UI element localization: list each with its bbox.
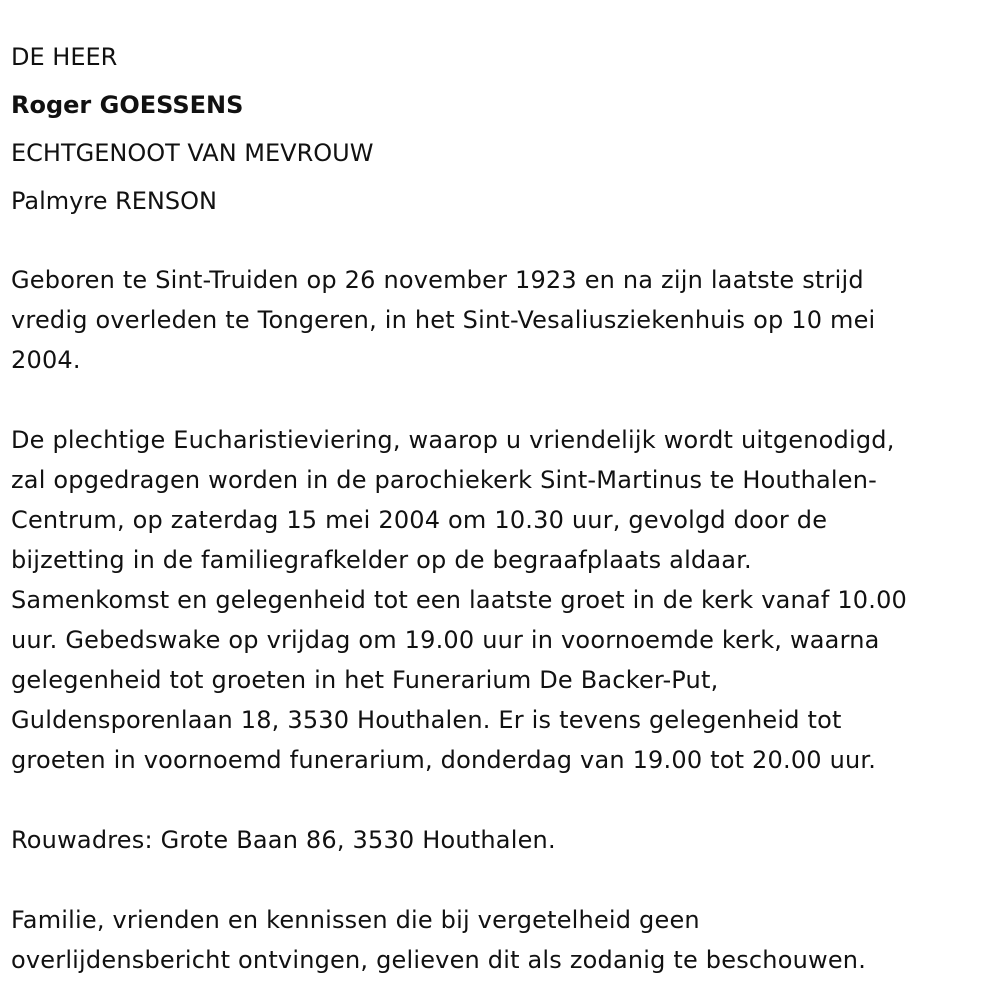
text-line: Rouwadres: Grote Baan 86, 3530 Houthalen. [11, 826, 556, 854]
text-line: overlijdensbericht ontvingen, gelieven dit als zodanig te beschouwen. [11, 946, 867, 974]
text-line: De plechtige Eucharistieviering, waarop u vriendelijk wordt uitgenodigd, [11, 426, 895, 454]
text-line: 2004. [11, 346, 81, 374]
paragraph [11, 820, 1000, 860]
text-line: Familie, vrienden en kennissen die bij vergetelheid geen [11, 906, 700, 934]
relation-line: ECHTGENOOT VAN MEVROUW [11, 139, 374, 167]
text-line: Samenkomst en gelegenheid tot een laatste groet in de kerk vanaf 10.00 [11, 586, 908, 614]
text-line: Guldensporenlaan 18, 3530 Houthalen. Er is tevens gelegenheid tot [11, 706, 842, 734]
spouse-name: Palmyre RENSON [11, 187, 217, 215]
text-line: bijzetting in de familiegrafkelder op de begraafplaats aldaar. [11, 546, 752, 574]
paragraph [11, 260, 1000, 380]
paragraph [11, 900, 1000, 980]
deceased-name: Roger GOESSENS [11, 91, 244, 119]
paragraph [11, 420, 1000, 780]
text-line: uur. Gebedswake op vrijdag om 19.00 uur in voornoemde kerk, waarna [11, 626, 880, 654]
text-line: groeten in voornoemd funerarium, donderdag van 19.00 tot 20.00 uur. [11, 746, 877, 774]
text-line: vredig overleden te Tongeren, in het Sint-Vesaliusziekenhuis op 10 mei [11, 306, 876, 334]
text-line: Geboren te Sint-Truiden op 26 november 1923 en na zijn laatste strijd [11, 266, 864, 294]
text-line: gelegenheid tot groeten in het Funerarium De Backer-Put, [11, 666, 719, 694]
text-line: Centrum, op zaterdag 15 mei 2004 om 10.30 uur, gevolgd door de [11, 506, 828, 534]
title-line: DE HEER [11, 43, 118, 71]
text-line: zal opgedragen worden in de parochiekerk Sint-Martinus te Houthalen- [11, 466, 877, 494]
